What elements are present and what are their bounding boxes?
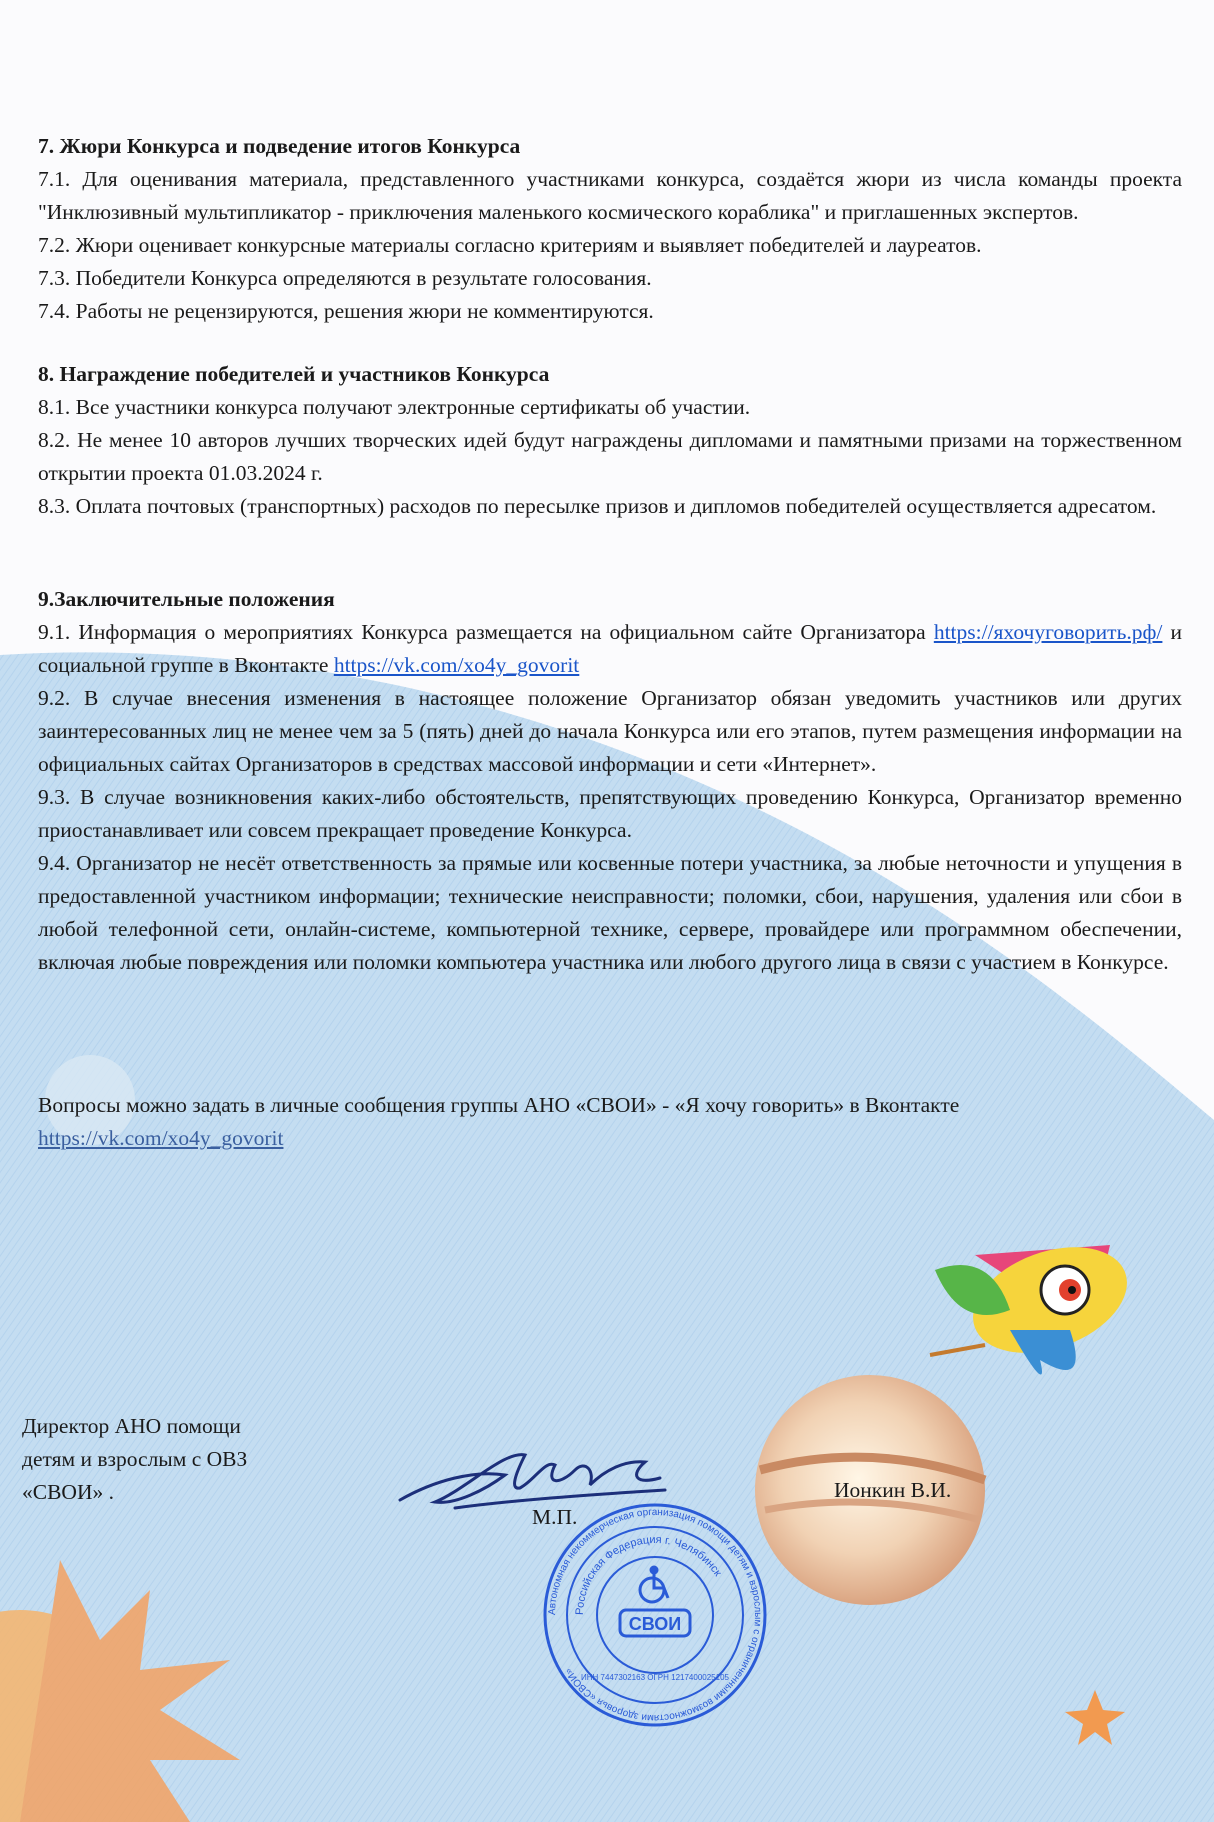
director-name: Ионкин В.И.: [834, 1478, 952, 1502]
section-8: [38, 358, 1182, 523]
paragraph-9-4: 9.4. Организатор не несёт ответственность за прямые или косвенные потери участника, за любые неточности и упущения в предоставленной участником информации; технические неисправности; поломки, сбои, нарушения, удаления или сбои в любой телефонной сети, онлайн-системе, компьютерной технике, сервере, провайдере или программном обеспечении, включая любые повреждения или поломки компьютера участника или любого другого лица в связи с участием в Конкурсе.: [38, 851, 1182, 974]
paragraph-7-4: 7.4. Работы не рецензируются, решения жюри не комментируются.: [38, 299, 654, 323]
section-8-title: 8. Награждение победителей и участников Конкурса: [38, 362, 550, 386]
organization-seal: [540, 1500, 770, 1730]
section-7-title: 7. Жюри Конкурса и подведение итогов Конкурса: [38, 134, 521, 158]
paragraph-9-3: 9.3. В случае возникновения каких-либо обстоятельств, препятствующих проведению Конкурса, Организатор временно приостанавливает или совсем прекращает проведение Конкурса.: [38, 785, 1182, 842]
paragraph-9-1: [38, 616, 1182, 682]
paragraph-7-1: 7.1. Для оценивания материала, представленного участниками конкурса, создаётся жюри из числа команды проекта "Инклюзивный мультипликатор - приключения маленького космического кораблика" и приглашенных экспертов.: [38, 167, 1182, 224]
seal-logo: СВОИ: [628, 1614, 682, 1634]
paragraph-9-1-text: 9.1. Информация о мероприятиях Конкурса размещается на официальном сайте Организатора: [38, 620, 926, 644]
questions-text: Вопросы можно задать в личные сообщения группы АНО «СВОИ» - «Я хочу говорить» в Вконтакте: [38, 1093, 960, 1117]
seal-ids-text: ИНН 7447302163 ОГРН 1217400025105: [581, 1673, 729, 1682]
paragraph-8-1: 8.1. Все участники конкурса получают электронные сертификаты об участии.: [38, 395, 751, 419]
section-9: [38, 583, 1182, 979]
director-title-line-3: «СВОИ» .: [22, 1480, 114, 1504]
questions-vk-link[interactable]: https://vk.com/xo4y_govorit: [38, 1126, 284, 1150]
paragraph-8-3: 8.3. Оплата почтовых (транспортных) расходов по пересылке призов и дипломов победителей осуществляется адресатом.: [38, 494, 1157, 518]
paragraph-7-2: 7.2. Жюри оценивает конкурсные материалы согласно критериям и выявляет победителей и лауреатов.: [38, 233, 982, 257]
stamp-place-label: М.П.: [532, 1505, 578, 1529]
paragraph-7-3: 7.3. Победители Конкурса определяются в результате голосования.: [38, 266, 652, 290]
paragraph-9-2: 9.2. В случае внесения изменения в настоящее положение Организатор обязан уведомить участников или других заинтересованных лиц не менее чем за 5 (пять) дней до начала Конкурса или его этапов, путем размещения информации на официальных сайтах Организаторов в средствах массовой информации и сети «Интернет».: [38, 686, 1182, 776]
seal-outer-text: Автономная некоммерческая организация помощи детям и взрослым с ограниченными возможностями здоровья «СВОИ»: [546, 1506, 764, 1724]
section-9-title: 9.Заключительные положения: [38, 587, 335, 611]
spacer: [38, 523, 1182, 583]
document-body: [38, 130, 1182, 1155]
paragraph-9-1-text-2: и социальной группе в Вконтакте: [38, 620, 1183, 677]
director-title-line-1: Директор АНО помощи: [22, 1414, 241, 1438]
official-site-link[interactable]: https://яхочуговорить.рф/: [933, 620, 1163, 644]
questions-block: [38, 1089, 1182, 1155]
vk-group-link[interactable]: https://vk.com/xo4y_govorit: [333, 653, 580, 677]
director-title: [22, 1410, 322, 1509]
director-title-line-2: детям и взрослым с ОВЗ: [22, 1447, 248, 1471]
spacer: [38, 979, 1182, 1089]
spacer: [38, 328, 1182, 358]
wheelchair-icon: [640, 1567, 668, 1602]
section-7: [38, 130, 1182, 328]
paragraph-8-2: 8.2. Не менее 10 авторов лучших творческих идей будут награждены дипломами и памятными призами на торжественном открытии проекта 01.03.2024 г.: [38, 428, 1182, 485]
questions-link-line: [38, 1122, 1182, 1155]
seal-inner-text: Российская Федерация г. Челябинск: [573, 1533, 724, 1616]
